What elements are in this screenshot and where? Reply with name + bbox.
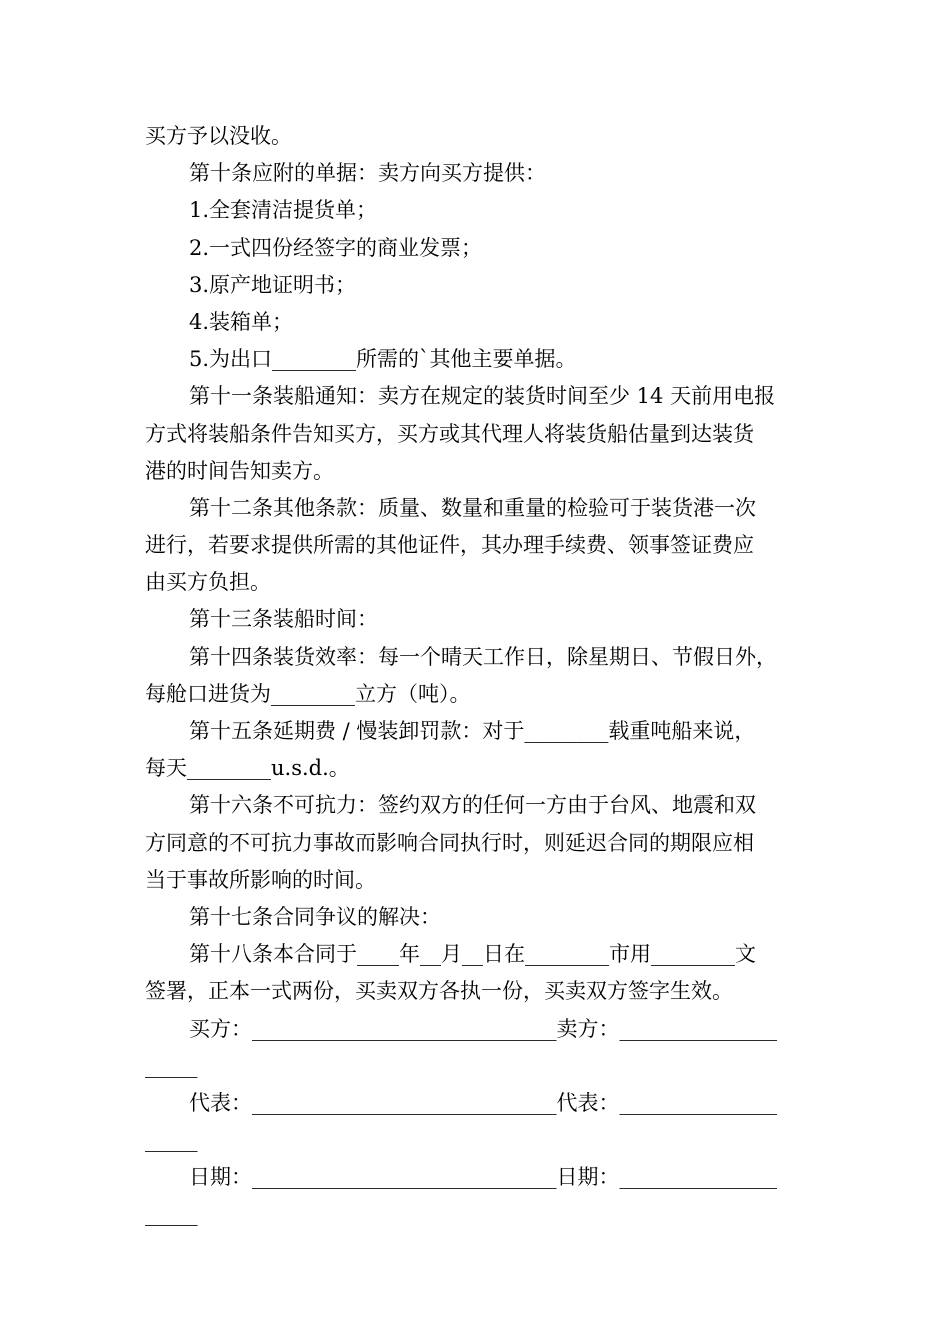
document-line: 日期：_____________________________日期：_______________: [189, 1165, 777, 1190]
document-line: 第十三条装船时间：: [189, 607, 378, 632]
document-line: 每天________u.s.d.。: [145, 756, 350, 781]
document-line: 5.为出口________所需的`其他主要单据。: [189, 347, 577, 372]
document-line: 第十五条延期费 / 慢装卸罚款：对于________载重吨船来说，: [189, 719, 756, 743]
contract-text-body: [145, 118, 810, 1234]
document-line: 1.全套清洁提货单；: [189, 198, 378, 223]
document-line: 第十一条装船通知：卖方在规定的装货时间至少 14 天前用电报: [189, 384, 776, 409]
document-line: _____: [145, 1128, 198, 1153]
document-line: 第十六条不可抗力：签约双方的任何一方由于台风、地震和双: [189, 793, 756, 818]
document-line: 方同意的不可抗力事故而影响合同执行时，则延迟合同的期限应相: [145, 830, 754, 855]
document-line: 第十七条合同争议的解决：: [189, 904, 441, 929]
document-line: 第十二条其他条款：质量、数量和重量的检验可于装货港一次: [189, 495, 756, 520]
document-line: 4.装箱单；: [189, 309, 294, 334]
document-line: 港的时间告知卖方。: [145, 458, 334, 483]
document-line: 方式将装船条件告知买方，买方或其代理人将装货船估量到达装货: [145, 421, 754, 446]
document-line: 签署，正本一式两份，买卖双方各执一份，买卖双方签字生效。: [145, 979, 733, 1004]
document-line: 第十条应附的单据：卖方向买方提供：: [189, 161, 546, 186]
document-line: 当于事故所影响的时间。: [145, 867, 376, 892]
document-line: 由买方负担。: [145, 570, 271, 595]
document-line: 2.一式四份经签字的商业发票；: [189, 235, 483, 260]
document-line: 3.原产地证明书；: [189, 272, 357, 297]
document-line: 第十四条装货效率：每一个晴天工作日，除星期日、节假日外，: [189, 644, 777, 669]
document-line: 买方予以没收。: [145, 124, 292, 148]
document-line: _____: [145, 1053, 198, 1078]
document-line: 买方：_____________________________卖方：_______________: [189, 1016, 777, 1041]
document-line: 第十八条本合同于____年__月__日在________市用________文: [189, 942, 756, 967]
document-line: 代表：_____________________________代表：_______________: [189, 1090, 777, 1115]
document-line: _____: [145, 1202, 198, 1227]
document-line: 每舱口进货为________立方（吨）。: [145, 681, 471, 706]
document-line: 进行，若要求提供所需的其他证件，其办理手续费、领事签证费应: [145, 533, 754, 558]
